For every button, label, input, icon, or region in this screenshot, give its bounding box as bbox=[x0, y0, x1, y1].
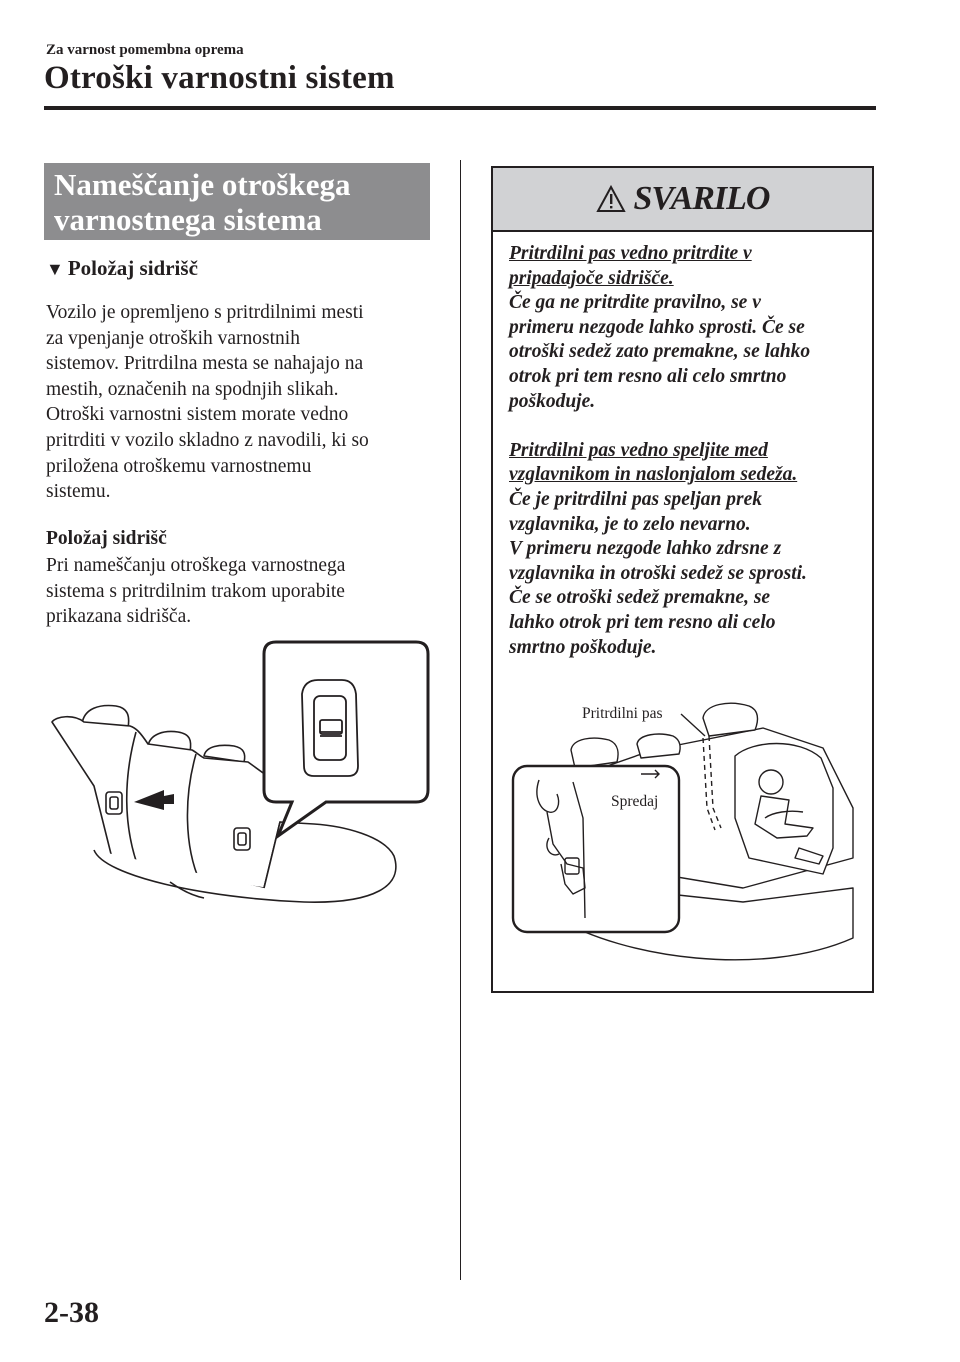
warning-line: lahko otrok pri tem resno ali celo bbox=[509, 611, 776, 633]
paragraph-line: sistemov. Pritrdilna mesta se nahajajo na bbox=[46, 353, 364, 375]
child-seat-tether-illustration bbox=[503, 688, 865, 984]
paragraph-line: za vpenjanje otroških varnostnih bbox=[46, 327, 300, 349]
warning-line: vzglavnika in otroški sedež se sprosti. bbox=[509, 562, 807, 584]
paragraph-line: pritrditi v vozilo skladno z navodili, ki so bbox=[46, 429, 369, 451]
paragraph-1 bbox=[46, 300, 436, 505]
subheading bbox=[46, 256, 198, 281]
paragraph-2 bbox=[46, 553, 436, 630]
warning-emphasis-line: vzglavnikom in naslonjalom sedeža. bbox=[509, 464, 798, 486]
warning-line: vzglavnika, je to zelo nevarno. bbox=[509, 513, 751, 535]
warning-line: otroški sedež zato premakne, se lahko bbox=[509, 341, 811, 363]
header-rule bbox=[44, 106, 876, 110]
warning-title: SVARILO bbox=[633, 180, 770, 217]
warning-emphasis-line: Pritrdilni pas vedno speljite med bbox=[509, 439, 768, 461]
label-tether: Pritrdilni pas bbox=[582, 705, 663, 722]
paragraph-line: Vozilo je opremljeno s pritrdilnimi mesti bbox=[46, 302, 364, 323]
section-label: Za varnost pomembna oprema bbox=[46, 42, 244, 58]
warning-box bbox=[491, 166, 874, 993]
warning-text bbox=[509, 242, 865, 660]
section-heading-line2: varnostnega sistema bbox=[54, 202, 322, 237]
warning-line: poškoduje. bbox=[509, 390, 596, 412]
subheading-text: Položaj sidrišč bbox=[67, 256, 198, 280]
paragraph-line: sistemu. bbox=[46, 481, 111, 503]
warning-triangle-icon bbox=[596, 185, 626, 213]
label-front: Spredaj bbox=[611, 793, 659, 810]
paragraph-line: Pri nameščanju otroškega varnostnega bbox=[46, 555, 346, 576]
triangle-bullet-icon: ▼ bbox=[46, 259, 64, 279]
paragraph-line: mestih, označenih na spodnjih slikah. bbox=[46, 378, 339, 400]
warning-line: primeru nezgode lahko sprosti. Če se bbox=[509, 316, 805, 338]
section-heading-line1: Nameščanje otroškega bbox=[54, 167, 351, 202]
page-title: Otroški varnostni sistem bbox=[44, 60, 395, 96]
warning-line: V primeru nezgode lahko zdrsne z bbox=[509, 538, 782, 560]
warning-line: Če se otroški sedež premakne, se bbox=[509, 587, 771, 609]
warning-line: Če je pritrdilni pas speljan prek bbox=[509, 488, 762, 510]
warning-emphasis-line: pripadajoče sidrišče. bbox=[509, 267, 674, 289]
warning-line: smrtno poškoduje. bbox=[509, 636, 657, 658]
warning-header bbox=[493, 168, 872, 232]
paragraph-line: priložena otroškemu varnostnemu bbox=[46, 455, 312, 477]
page-number: 2-38 bbox=[44, 1296, 99, 1329]
section-heading bbox=[44, 163, 430, 240]
warning-line: Če ga ne pritrdite pravilno, se v bbox=[509, 292, 761, 314]
paragraph-line: Otroški varnostni sistem morate vedno bbox=[46, 404, 349, 426]
seat-anchor-illustration bbox=[44, 636, 436, 926]
paragraph-line: prikazana sidrišča. bbox=[46, 606, 192, 628]
warning-emphasis-line: Pritrdilni pas vedno pritrdite v bbox=[509, 243, 752, 264]
warning-line: otrok pri tem resno ali celo smrtno bbox=[509, 365, 787, 387]
paragraph-line: sistema s pritrdilnim trakom uporabite bbox=[46, 580, 345, 602]
column-divider bbox=[460, 160, 461, 1280]
paragraph-2-title: Položaj sidrišč bbox=[46, 528, 167, 549]
